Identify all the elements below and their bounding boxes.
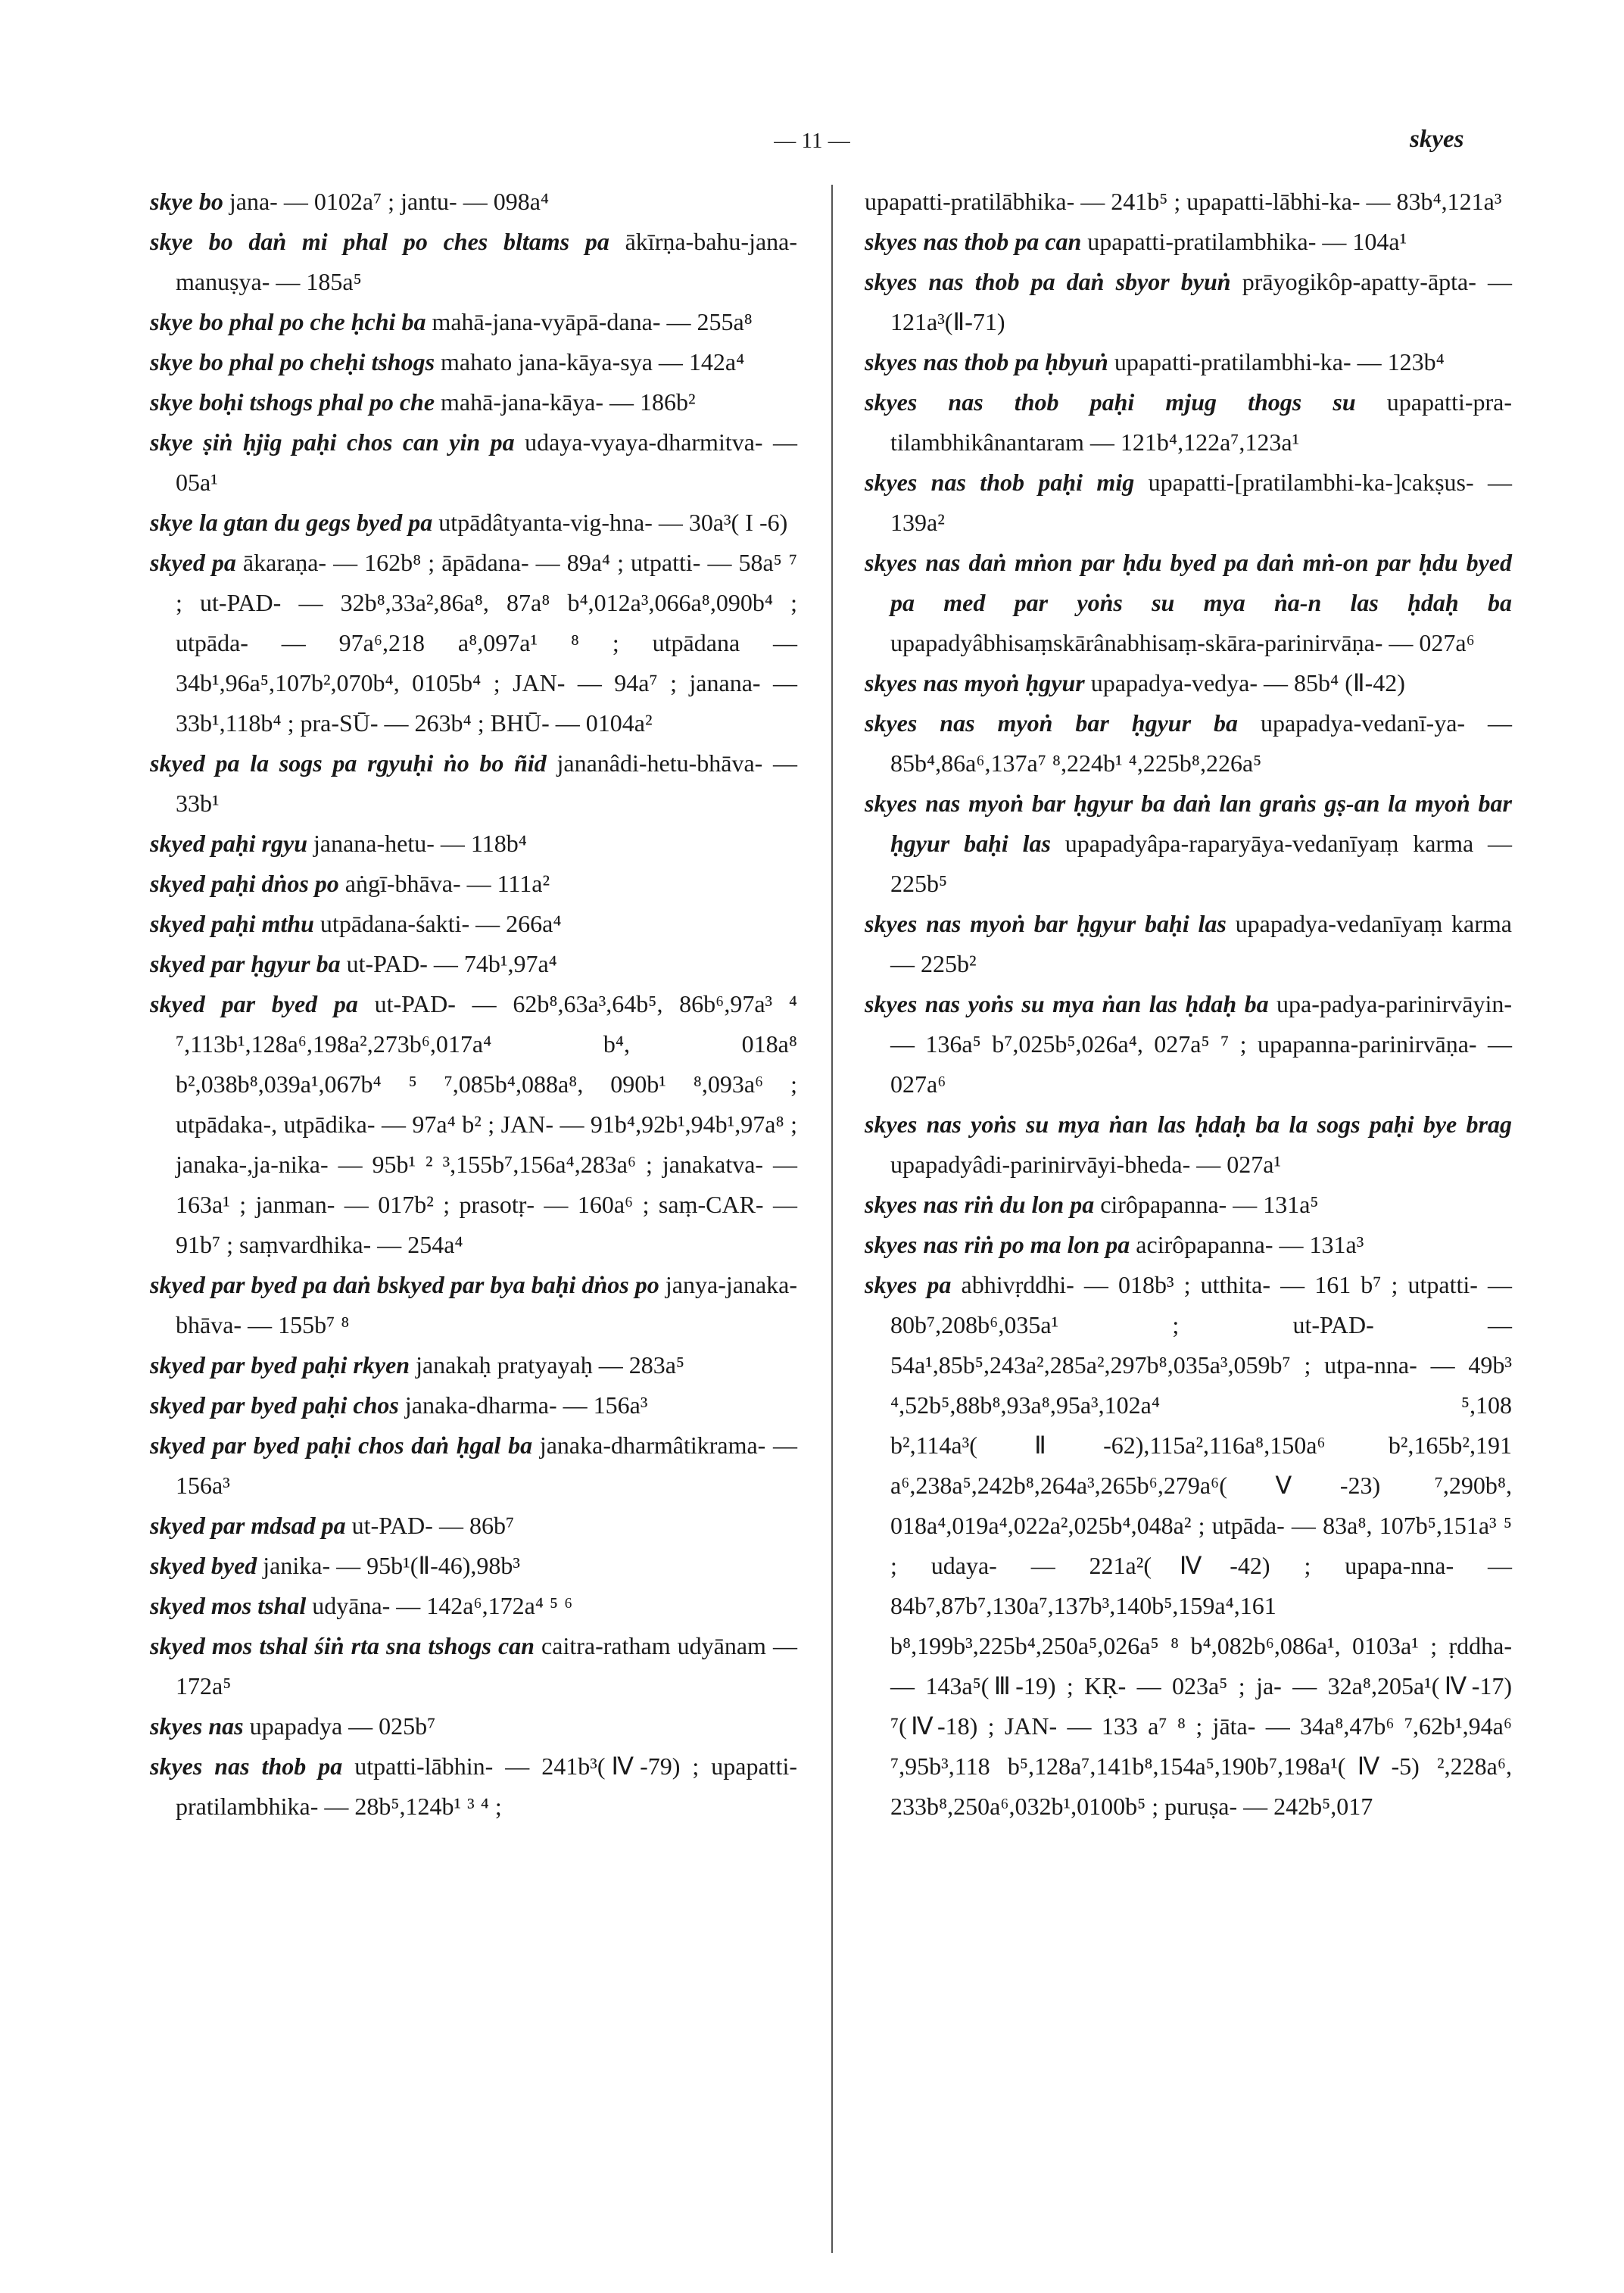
entry-headword: skyes nas thob pa ḥbyuṅ (865, 348, 1108, 375)
dictionary-entry (865, 463, 1512, 543)
entry-definition: upapadyâpa-raparyāya-vedanīyaṃ karma — 225b⁵ (890, 830, 1513, 897)
entry-headword: skyes nas (150, 1712, 244, 1740)
entry-headword: skyes nas yoṅs su mya ṅan las ḥdaḥ ba la sogs paḥi bye brag (865, 1111, 1512, 1138)
entry-headword: skyes nas myoṅ bar ḥgyur ba (865, 709, 1238, 737)
entry-headword: skyed par byed pa daṅ bskyed par bya baḥi dṅos po (150, 1271, 659, 1298)
page-number: — 11 — (774, 129, 850, 153)
dictionary-entry (150, 382, 797, 422)
entry-definition: utpatti-lābhin- — 241b³(Ⅳ-79) ; upapatti-pratilambhika- — 28b⁵,124b¹ ³ ⁴ ; (176, 1752, 798, 1820)
dictionary-entry (150, 824, 797, 864)
entry-headword: skye bo phal po cheḥi tshogs (150, 348, 435, 375)
dictionary-entry (150, 1626, 797, 1706)
entry-definition: acirôpapanna- — 131a³ (1136, 1231, 1364, 1258)
entry-definition: utpādâtyanta-vig-hna- — 30a³( I -6) (438, 509, 788, 536)
entry-headword: skyes nas daṅ mṅon par ḥdu byed pa daṅ mṅ-on par ḥdu byed pa med par yoṅs su mya ṅa-n las ḥdaḥ ba (865, 549, 1512, 616)
entry-definition: upapatti-pra-tilambhikânantaram — 121b⁴,122a⁷,123a¹ (890, 388, 1513, 456)
left-column (150, 182, 797, 1827)
dictionary-entry (865, 1225, 1512, 1265)
dictionary-entry (150, 864, 797, 904)
entry-definition: mahato jana-kāya-sya — 142a⁴ (441, 348, 745, 375)
entry-definition: upapatti-pratilambhika- — 104a¹ (1087, 228, 1407, 255)
entry-headword: skyed par mdsad pa (150, 1512, 346, 1539)
entry-definition: upapadya-vedanīyaṃ karma — 225b² (890, 910, 1513, 977)
dictionary-entry (150, 1345, 797, 1385)
entry-definition: upapadya-vedanī-ya- — 85b⁴,86a⁶,137a⁷ ⁸,224b¹ ⁴,225b⁸,226a⁵ (890, 709, 1513, 777)
dictionary-entry (150, 1746, 797, 1827)
entry-definition: upapadya-vedya- — 85b⁴ (Ⅱ-42) (1090, 669, 1405, 696)
dictionary-entry (865, 222, 1512, 262)
entry-definition: ut-PAD- — 86b⁷ (351, 1512, 515, 1539)
dictionary-entry (865, 703, 1512, 784)
dictionary-entry (150, 944, 797, 984)
dictionary-entry (865, 904, 1512, 984)
entry-headword: skye bo phal po che ḥchi ba (150, 308, 426, 335)
entry-definition: upapadya — 025b⁷ (249, 1712, 436, 1740)
entry-definition: upapatti-[pratilambhi-ka-]cakṣus- — 139a² (890, 469, 1513, 536)
dictionary-entry (865, 382, 1512, 463)
running-head: skyes (1410, 126, 1464, 153)
dictionary-entry (865, 342, 1512, 382)
entry-headword: skyed par byed pa (150, 990, 358, 1017)
dictionary-entry (150, 342, 797, 382)
entry-definition: udaya-vyaya-dharmitva- — 05a¹ (176, 428, 798, 496)
entry-headword: skyed par byed paḥi chos (150, 1391, 399, 1419)
entry-definition: abhivṛddhi- — 018b³ ; utthita- — 161 b⁷ ; utpatti- — 80b⁷,208b⁶,035a¹ ; ut-PAD- — 54a¹,85b⁵,243a²,285a²,297b⁸,035a³,059b⁷ ; utpa-nna- — 49b³ ⁴,52b⁵,88b⁸,93a⁸,95a³,102a⁴ ⁵,108 b²,114a³(Ⅱ-62),115a²,116a⁸,150a⁶ b²,165b²,191 a⁶,238a⁵,242b⁸,264a³,265b⁶,279a⁶(Ⅴ-23) ⁷,290b⁸, 018a⁴,019a⁴,022a²,025b⁴,048a² ; utpāda- — 83a⁸, 107b⁵,151a³ ⁵ ; udaya- — 221a²(Ⅳ-42) ; upapa-nna- — 84b⁷,87b⁷,130a⁷,137b³,140b⁵,159a⁴,161 b⁸,199b³,225b⁴,250a⁵,026a⁵ ⁸ b⁴,082b⁶,086a¹, 0103a¹ ; ṛddha- — 143a⁵(Ⅲ-19) ; KṚ- — 023a⁵ ; ja- — 32a⁸,205a¹(Ⅳ-17) ⁷(Ⅳ-18) ; JAN- — 133 a⁷ ⁸ ; jāta- — 34a⁸,47b⁶ ⁷,62b¹,94a⁶ ⁷,95b³,118 b⁵,128a⁷,141b⁸,154a⁵,190b⁷,198a¹(Ⅳ-5) ²,228a⁶, 233b⁸,250a⁶,032b¹,0100b⁵ ; puruṣa- — 242b⁵,017 (890, 1271, 1513, 1820)
dictionary-entry (865, 182, 1512, 222)
dictionary-entry (150, 182, 797, 222)
dictionary-entry (865, 543, 1512, 663)
entry-headword: skyed mos tshal (150, 1592, 307, 1619)
entry-definition: udyāna- — 142a⁶,172a⁴ ⁵ ⁶ (312, 1592, 573, 1619)
entry-definition: upapatti-pratilābhika- — 241b⁵ ; upapatti-lābhi-ka- — 83b⁴,121a³ (865, 188, 1502, 215)
entry-definition: upapatti-pratilambhi-ka- — 123b⁴ (1114, 348, 1445, 375)
entry-headword: skyed paḥi rgyu (150, 830, 307, 857)
dictionary-entry (150, 743, 797, 824)
entry-headword: skye la gtan du gegs byed pa (150, 509, 433, 536)
dictionary-entry (150, 1586, 797, 1626)
dictionary-entry (865, 784, 1512, 904)
dictionary-entry (150, 422, 797, 503)
entry-definition: janika- — 95b¹(Ⅱ-46),98b³ (263, 1552, 521, 1579)
entry-headword: skye ṣiṅ ḥjig paḥi chos can yin pa (150, 428, 515, 456)
entry-definition: jana- — 0102a⁷ ; jantu- — 098a⁴ (229, 188, 550, 215)
entry-definition: janakaḥ pratyayaḥ — 283a⁵ (416, 1351, 685, 1379)
entry-headword: skyed paḥi mthu (150, 910, 314, 937)
entry-headword: skyes nas thob pa (150, 1752, 343, 1780)
dictionary-entry (150, 222, 797, 302)
entry-headword: skyed par byed paḥi chos daṅ ḥgal ba (150, 1432, 533, 1459)
entry-headword: skyed par byed paḥi rkyen (150, 1351, 410, 1379)
entry-definition: ākīrṇa-bahu-jana-manuṣya- — 185a⁵ (176, 228, 798, 295)
entry-definition: ut-PAD- — 62b⁸,63a³,64b⁵, 86b⁶,97a³ ⁴ ⁷,113b¹,128a⁶,198a²,273b⁶,017a⁴ b⁴, 018a⁸ b²,038b⁸,039a¹,067b⁴ ⁵ ⁷,085b⁴,088a⁸, 090b¹ ⁸,093a⁶ ; utpādaka-, utpādika- — 97a⁴ b² ; JAN- — 91b⁴,92b¹,94b¹,97a⁸ ; janaka-,ja-nika- — 95b¹ ² ³,155b⁷,156a⁴,283a⁶ ; janakatva- — 163a¹ ; janman- — 017b² ; prasotṛ- — 160a⁶ ; saṃ-CAR- — 91b⁷ ; saṃvardhika- — 254a⁴ (176, 990, 798, 1258)
entry-definition: jananâdi-hetu-bhāva- — 33b¹ (176, 749, 798, 817)
dictionary-entry (865, 262, 1512, 342)
entry-headword: skyes nas thob pa daṅ sbyor byuṅ (865, 268, 1231, 295)
entry-headword: skyes nas myoṅ bar ḥgyur baḥi las (865, 910, 1227, 937)
entry-headword: skyes nas myoṅ bar ḥgyur ba daṅ lan graṅs gṣ-an la myoṅ bar ḥgyur baḥi las (865, 790, 1512, 857)
entry-definition: upapadyâdi-parinirvāyi-bheda- — 027a¹ (890, 1151, 1282, 1178)
entry-definition: ut-PAD- — 74b¹,97a⁴ (346, 950, 557, 977)
entry-definition: upapadyâbhisaṃskārânabhisaṃ-skāra-parinirvāṇa- — 027a⁶ (890, 629, 1475, 656)
entry-headword: skyed par ḥgyur ba (150, 950, 341, 977)
entry-headword: skyes nas yoṅs su mya ṅan las ḥdaḥ ba (865, 990, 1269, 1017)
dictionary-entry (150, 1546, 797, 1586)
entry-definition: caitra-ratham udyānam — 172a⁵ (176, 1632, 798, 1699)
dictionary-entry (150, 1506, 797, 1546)
entry-headword: skyes nas thob paḥi mig (865, 469, 1135, 496)
entry-definition: utpādana-śakti- — 266a⁴ (320, 910, 562, 937)
dictionary-entry (150, 904, 797, 944)
dictionary-entry (150, 1265, 797, 1345)
entry-headword: skye boḥi tshogs phal po che (150, 388, 435, 416)
entry-definition: janaka-dharma- — 156a³ (404, 1391, 648, 1419)
dictionary-entry (150, 543, 797, 743)
entry-headword: skyes nas riṅ du lon pa (865, 1191, 1095, 1218)
entry-definition: cirôpapanna- — 131a⁵ (1100, 1191, 1319, 1218)
entry-definition: aṅgī-bhāva- — 111a² (344, 870, 550, 897)
entry-definition: janya-janaka-bhāva- — 155b⁷ ⁸ (176, 1271, 798, 1338)
dictionary-entry (150, 1385, 797, 1425)
column-divider (831, 185, 833, 2253)
entry-definition: ākaraṇa- — 162b⁸ ; āpādana- — 89a⁴ ; utpatti- — 58a⁵ ⁷ ; ut-PAD- — 32b⁸,33a²,86a⁸, 87a⁸ b⁴,012a³,066a⁸,090b⁴ ; utpāda- — 97a⁶,218 a⁸,097a¹ ⁸ ; utpādana — 34b¹,96a⁵,107b²,070b⁴, 0105b⁴ ; JAN- — 94a⁷ ; janana- — 33b¹,118b⁴ ; pra-SŪ- — 263b⁴ ; BHŪ- — 0104a² (176, 549, 798, 737)
entry-definition: prāyogikôp-apatty-āpta- — 121a³(Ⅱ-71) (890, 268, 1513, 335)
entry-definition: janana-hetu- — 118b⁴ (313, 830, 527, 857)
dictionary-entry (150, 1425, 797, 1506)
dictionary-entry (150, 984, 797, 1265)
entry-definition: mahā-jana-kāya- — 186b² (441, 388, 696, 416)
dictionary-entry (150, 302, 797, 342)
entry-headword: skyes nas thob paḥi mjug thogs su (865, 388, 1356, 416)
entry-headword: skyed byed (150, 1552, 257, 1579)
right-column (865, 182, 1512, 1827)
dictionary-entry (865, 984, 1512, 1104)
entry-headword: skyed pa la sogs pa rgyuḥi ṅo bo ñid (150, 749, 547, 777)
entry-headword: skyes pa (865, 1271, 952, 1298)
entry-definition: upa-padya-parinirvāyin- — 136a⁵ b⁷,025b⁵,026a⁴, 027a⁵ ⁷ ; upapanna-parinirvāṇa- — 027a⁶ (890, 990, 1513, 1098)
entry-definition: janaka-dharmâtikrama- — 156a³ (176, 1432, 798, 1499)
dictionary-entry (865, 663, 1512, 703)
entry-headword: skye bo (150, 188, 223, 215)
dictionary-entry (865, 1185, 1512, 1225)
entry-headword: skyed pa (150, 549, 236, 576)
dictionary-entry (150, 1706, 797, 1746)
entry-headword: skyes nas thob pa can (865, 228, 1082, 255)
entry-headword: skyed mos tshal śiṅ rta sna tshogs can (150, 1632, 535, 1659)
entry-headword: skyes nas myoṅ ḥgyur (865, 669, 1085, 696)
entry-headword: skyed paḥi dṅos po (150, 870, 339, 897)
dictionary-entry (865, 1265, 1512, 1827)
dictionary-entry (150, 503, 797, 543)
entry-headword: skye bo daṅ mi phal po ches bltams pa (150, 228, 609, 255)
entry-definition: mahā-jana-vyāpā-dana- — 255a⁸ (432, 308, 753, 335)
entry-headword: skyes nas riṅ po ma lon pa (865, 1231, 1130, 1258)
dictionary-entry (865, 1104, 1512, 1185)
